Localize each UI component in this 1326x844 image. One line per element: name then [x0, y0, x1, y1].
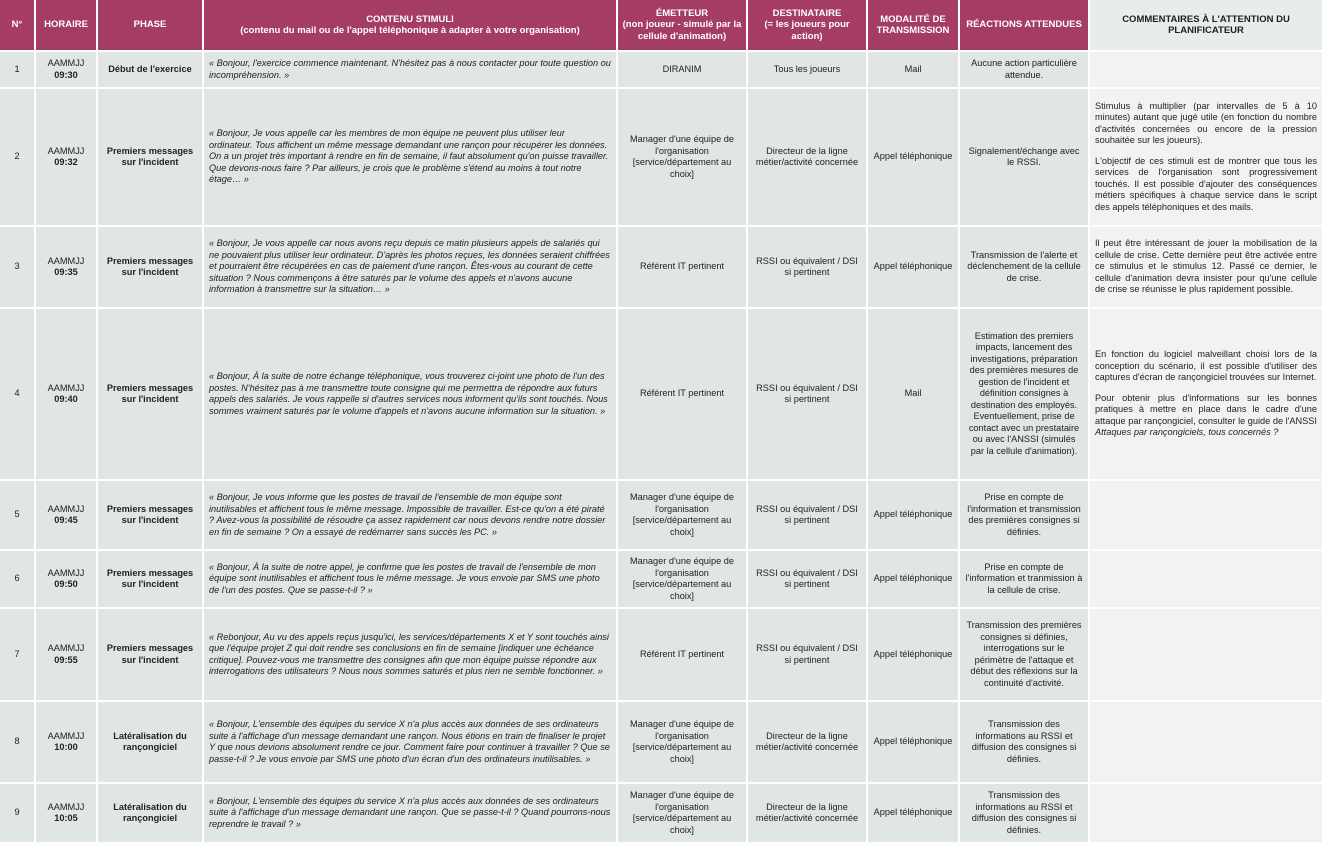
row-modalite: Mail [868, 309, 958, 479]
row-modalite: Mail [868, 52, 958, 87]
row-phase: Latéralisation du rançongiciel [98, 702, 202, 782]
row-emetteur: Manager d'une équipe de l'organisation [service/département au choix] [618, 481, 746, 549]
header-emetteur [618, 0, 746, 50]
row-content: « Bonjour, Je vous appelle car les membres de mon équipe ne peuvent plus utiliser leur ordinateur. Tous affichent un même message demandant une rançon pour récupérer les données. On a un projet très important à rendre en fin de semaine, il faut absolument qu'on puisse travailler. Que devons-nous faire ? Par ailleurs, je crois que le problème s'étend au moins à tout notre étage… » [204, 89, 616, 225]
row-content: « Bonjour, L'ensemble des équipes du service X n'a plus accès aux données de ses ordinateurs suite à l'affichage d'un message demandant une rançon. Que se passe-t-il ? Quand pourrons-nous reprendre le travail ? » [204, 784, 616, 842]
header-phase: PHASE [98, 0, 202, 50]
row-num: 6 [0, 551, 34, 607]
row-emetteur: Manager d'une équipe de l'organisation [service/département au choix] [618, 702, 746, 782]
header-contenu [204, 0, 616, 50]
row-comment [1090, 89, 1322, 225]
row-date: AAMMJJ [47, 567, 85, 578]
row-time: 10:00 [54, 742, 78, 752]
row-num: 7 [0, 609, 34, 700]
row-date: AAMMJJ [47, 801, 85, 812]
row-modalite: Appel téléphonique [868, 551, 958, 607]
row-reactions: Signalement/échange avec le RSSI. [960, 89, 1088, 225]
table-row [0, 309, 1322, 479]
row-reactions: Prise en compte de l'information et tranmission à la cellule de crise. [960, 551, 1088, 607]
row-reactions: Transmission des informations au RSSI et diffusion des consignes si définies. [960, 784, 1088, 842]
row-comment [1090, 609, 1322, 700]
row-comment [1090, 784, 1322, 842]
row-destinataire: Directeur de la ligne métier/activité concernée [748, 702, 866, 782]
row-emetteur: Manager d'une équipe de l'organisation [service/département au choix] [618, 551, 746, 607]
row-destinataire: RSSI ou équivalent / DSI si pertinent [748, 551, 866, 607]
header-emetteur-title: ÉMETTEUR [655, 7, 709, 19]
row-comment [1090, 702, 1322, 782]
row-date: AAMMJJ [47, 643, 85, 653]
row-date: AAMMJJ [47, 255, 85, 266]
table-row [0, 481, 1322, 549]
row-content: « Bonjour, l'exercice commence maintenant. N'hésitez pas à nous contacter pour toute question ou incompréhension. » [204, 52, 616, 87]
row-comment [1090, 227, 1322, 307]
row-horaire [36, 309, 96, 479]
row-phase: Début de l'exercice [98, 52, 202, 87]
header-contenu-sub: (contenu du mail ou de l'appel téléphonique à adapter à votre organisation) [240, 25, 580, 36]
table-row [0, 89, 1322, 225]
header-horaire: HORAIRE [36, 0, 96, 50]
row-date: AAMMJJ [47, 730, 85, 741]
row-time: 09:30 [54, 69, 78, 80]
row-reactions: Transmission des informations au RSSI et diffusion des consignes si définies. [960, 702, 1088, 782]
row-time: 09:45 [54, 515, 78, 525]
row-emetteur: DIRANIM [618, 52, 746, 87]
row-phase: Premiers messages sur l'incident [98, 89, 202, 225]
row-num: 9 [0, 784, 34, 842]
row-destinataire: RSSI ou équivalent / DSI si pertinent [748, 609, 866, 700]
row-time: 09:40 [54, 394, 78, 404]
row-horaire [36, 89, 96, 225]
row-num: 8 [0, 702, 34, 782]
row-time: 09:35 [54, 267, 78, 277]
row-reactions: Aucune action particulière attendue. [960, 52, 1088, 87]
row-horaire [36, 227, 96, 307]
row-horaire [36, 481, 96, 549]
row-phase: Premiers messages sur l'incident [98, 551, 202, 607]
row-date: AAMMJJ [47, 58, 85, 68]
row-destinataire: RSSI ou équivalent / DSI si pertinent [748, 309, 866, 479]
row-destinataire: RSSI ou équivalent / DSI si pertinent [748, 227, 866, 307]
row-content: « Bonjour, Je vous informe que les postes de travail de l'ensemble de mon équipe sont inutilisables et affichent tous le même message. Impossible de travailler. Est-ce qu'on a été piraté ? Avez-vous la possibilité de résoudre ça assez rapidement car nous devons rendre notre dossier en fin de semaine ? On a essayé de redémarrer sans succès les PC. » [204, 481, 616, 549]
row-content: « Rebonjour, Au vu des appels reçus jusqu'ici, les services/départements X et Y sont touchés ainsi que l'équipe projet Z qui doit rendre ses conclusions en fin de semaine [indiquer une échéance critique]. Pouvez-vous me transmettre des consignes afin que mon équipe puisse répondre aux interrogations des utilisateurs ? Nous nous sommes saturés et plus rien ne semble fonctionner. » [204, 609, 616, 700]
row-reactions: Prise en compte de l'information et transmission des premières consignes si définies. [960, 481, 1088, 549]
table-row [0, 609, 1322, 700]
row-num: 1 [0, 52, 34, 87]
row-phase: Premiers messages sur l'incident [98, 609, 202, 700]
row-emetteur: Référent IT pertinent [618, 309, 746, 479]
row-date: AAMMJJ [47, 382, 85, 393]
row-phase: Premiers messages sur l'incident [98, 481, 202, 549]
row-comment [1090, 52, 1322, 87]
row-time: 09:50 [54, 579, 78, 589]
row-destinataire: Directeur de la ligne métier/activité concernée [748, 784, 866, 842]
row-content: « Bonjour, À la suite de notre appel, je confirme que les postes de travail de l'ensemble de mon équipe sont inutilisables et affichent tous le même message. Je vous envoie par SMS une photo de l'un des postes. Que se passe-t-il ? » [204, 551, 616, 607]
row-content: « Bonjour, L'ensemble des équipes du service X n'a plus accès aux données de ses ordinateurs suite à l'affichage d'un message demandant une rançon. Nous étions en train de finaliser le projet Y que nous devions absolument rendre ce jour. Comment faire pour continuer à travailler ? Que se passe-t-il ? Je vous envoie par SMS une photo d'un écran d'un des ordinateurs inutilisables. » [204, 702, 616, 782]
row-time: 09:55 [54, 654, 78, 665]
row-content: « Bonjour, À la suite de notre échange téléphonique, vous trouverez ci-joint une photo de l'un des postes. N'hésitez pas à me transmettre toute consigne qui me permettra de répondre aux futurs appels des salariés. Je vous rappelle si d'autres services nous informent qu'ils sont touchés. Nous sommes vraiment saturés par le volume d'appels et n'avons aucune information sur la situation. » [204, 309, 616, 479]
header-destinataire [748, 0, 866, 50]
header-destinataire-sub: (= les joueurs pour action) [764, 19, 850, 42]
row-destinataire: Tous les joueurs [748, 52, 866, 87]
row-modalite: Appel téléphonique [868, 227, 958, 307]
row-num: 5 [0, 481, 34, 549]
comment-paragraph: Stimulus à multiplier (par intervalles de 5 à 10 minutes) autant que jugé utile (en fonction du nombre d'activités concernées ou encore de la pression souhaitée sur les joueurs). [1095, 100, 1317, 146]
row-reactions: Transmission des premières consignes si définies, interrogations sur le périmètre de l'attaque et début des réflexions sur la continuité d'activité. [960, 609, 1088, 700]
row-reactions: Transmission de l'alerte et déclenchement de la cellule de crise. [960, 227, 1088, 307]
row-emetteur: Manager d'une équipe de l'organisation [service/département au choix] [618, 89, 746, 225]
row-modalite: Appel téléphonique [868, 481, 958, 549]
row-num: 2 [0, 89, 34, 225]
row-modalite: Appel téléphonique [868, 609, 958, 700]
comment-paragraph: L'objectif de ces stimuli est de montrer que tous les services de l'organisation sont progressivement touchés. Il est possible d'ajouter des conséquences métiers spécifiques à chaque service dans le script des appels téléphoniques et des mails. [1095, 155, 1317, 212]
row-time: 10:05 [54, 813, 78, 823]
row-horaire [36, 784, 96, 842]
row-modalite: Appel téléphonique [868, 702, 958, 782]
row-phase: Latéralisation du rançongiciel [98, 784, 202, 842]
row-horaire [36, 609, 96, 700]
header-destinataire-title: DESTINATAIRE [772, 7, 842, 19]
row-emetteur: Référent IT pertinent [618, 227, 746, 307]
row-phase: Premiers messages sur l'incident [98, 227, 202, 307]
row-comment [1090, 309, 1322, 479]
row-date: AAMMJJ [47, 145, 85, 156]
row-modalite: Appel téléphonique [868, 89, 958, 225]
table-row [0, 52, 1322, 87]
row-reactions: Estimation des premiers impacts, lancement des investigations, préparation des premières mesures de gestion de l'incident et définition consignes à destination des employés. Eventuellement, prise de contact avec un prestataire ou avec l'ANSSI (simulés par la cellule d'animation). [960, 309, 1088, 479]
row-emetteur: Manager d'une équipe de l'organisation [service/département au choix] [618, 784, 746, 842]
header-modalite: MODALITÉ DE TRANSMISSION [868, 0, 958, 50]
row-comment [1090, 551, 1322, 607]
header-num: N° [0, 0, 34, 50]
row-destinataire: Directeur de la ligne métier/activité concernée [748, 89, 866, 225]
row-phase: Premiers messages sur l'incident [98, 309, 202, 479]
row-num: 4 [0, 309, 34, 479]
header-emetteur-sub: (non joueur - simulé par la cellule d'animation) [622, 19, 742, 42]
row-horaire [36, 702, 96, 782]
row-horaire [36, 52, 96, 87]
table-row [0, 227, 1322, 307]
header-contenu-title: CONTENU STIMULI [366, 13, 454, 25]
row-num: 3 [0, 227, 34, 307]
comment-paragraph: Il peut être intéressant de jouer la mobilisation de la cellule de crise. Cette dernière peut être activée entre ce stimulus et le stimulus 12. Passé ce dernier, le cellule d'animation devra insister pour qu'une cellule de crise se réunisse le plus rapidement possible. [1095, 238, 1317, 295]
comment-paragraph: En fonction du logiciel malveillant choisi lors de la conception du scénario, il est possible d'utiliser des captures d'écran de rançongiciel trouvées sur Internet. [1095, 349, 1317, 383]
header-reactions: RÉACTIONS ATTENDUES [960, 0, 1088, 50]
row-comment [1090, 481, 1322, 549]
table-row [0, 784, 1322, 842]
row-date: AAMMJJ [47, 503, 85, 514]
row-horaire [36, 551, 96, 607]
guide-title: Attaques par rançongiciels, tous concernés ? [1095, 427, 1279, 438]
row-emetteur: Référent IT pertinent [618, 609, 746, 700]
row-content: « Bonjour, Je vous appelle car nous avons reçu depuis ce matin plusieurs appels de salariés qui ne pouvaient plus utiliser leur ordinateur. D'après les photos reçues, les données seraient chiffrées et pourraient être récupérées en cas de paiement d'une rançon. Êtes-vous au courant de cette situation ? Nous commençons à être saturés par le volume des appels et n'avons aucune information à transmettre sur la situation… » [204, 227, 616, 307]
comment-text: Pour obtenir plus d'informations sur les bonnes pratiques à mettre en place dans le cadre d'une attaque par rançongiciel, consulter le guide de l'ANSSI [1095, 392, 1317, 426]
table-row [0, 702, 1322, 782]
row-time: 09:32 [54, 157, 78, 167]
row-modalite: Appel téléphonique [868, 784, 958, 842]
table-row [0, 551, 1322, 607]
header-commentaires: COMMENTAIRES À L'ATTENTION DU PLANIFICATEUR [1090, 0, 1322, 50]
row-destinataire: RSSI ou équivalent / DSI si pertinent [748, 481, 866, 549]
header-row [0, 0, 1322, 50]
comment-paragraph [1095, 393, 1317, 439]
